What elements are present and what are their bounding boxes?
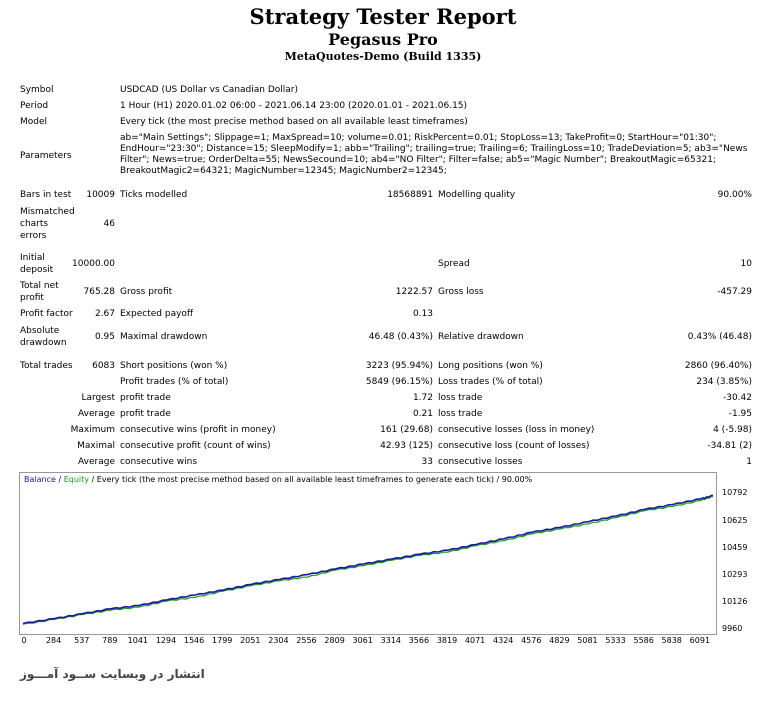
x-tick-label: 2051 [240, 636, 261, 645]
x-tick-label: 5333 [605, 636, 626, 645]
x-tick-label: 1294 [155, 636, 177, 645]
model-value: Every tick (the most precise method based on all available least timeframes) [120, 117, 468, 127]
acl-label: consecutive losses [438, 457, 523, 467]
x-tick-label: 5081 [577, 636, 598, 645]
absdd-value: 0.95 [94, 332, 115, 342]
mismatch-value: 46 [103, 219, 115, 229]
spread-label: Spread [438, 259, 470, 269]
mcll-label: consecutive loss (count of losses) [438, 441, 590, 451]
x-tick-label: 4324 [493, 636, 514, 645]
pt-value: 5849 (96.15%) [365, 377, 433, 387]
payoff-label: Expected payoff [120, 309, 194, 319]
mcll-value: -34.81 (2) [707, 441, 752, 451]
largest-label: Largest [81, 393, 115, 403]
netprofit-label-1: Total net [20, 281, 59, 291]
chart-plot [20, 473, 716, 634]
x-tick-label: 1546 [183, 636, 205, 645]
ticks-value: 18568891 [387, 190, 433, 200]
reldd-value: 0.43% (46.48) [687, 332, 752, 342]
mismatch-label-3: errors [20, 231, 47, 241]
maximum-label: Maximum [70, 425, 115, 435]
acw-label: consecutive wins [120, 457, 198, 467]
x-tick-label: 4829 [549, 636, 570, 645]
report-title: Strategy Tester Report [249, 4, 517, 29]
y-tick-label: 10459 [722, 542, 748, 552]
period-label: Period [20, 101, 49, 111]
short-label: Short positions (won %) [120, 361, 228, 371]
trades-label: Total trades [20, 361, 73, 371]
long-value: 2860 (96.40%) [684, 361, 752, 371]
legend-equity: Equity [63, 475, 89, 484]
grossprofit-value: 1222.57 [395, 287, 433, 297]
x-tick-label: 789 [102, 636, 118, 645]
x-tick-label: 2556 [296, 636, 317, 645]
trades-value: 6083 [92, 361, 115, 371]
maxdd-value: 46.48 (0.43%) [368, 332, 433, 342]
mcp-value: 42.93 (125) [380, 441, 433, 451]
lp-value: 1.72 [412, 393, 433, 403]
mcw-value: 161 (29.68) [380, 425, 433, 435]
grossprofit-label: Gross profit [120, 287, 173, 297]
mcl-value: 4 (-5.98) [713, 425, 752, 435]
lt-value: 234 (3.85%) [696, 377, 752, 387]
x-tick-label: 5586 [633, 636, 654, 645]
watermark-text: انتشار در وبسایت ســود آمـــوز [20, 667, 205, 681]
equity-line [23, 496, 713, 624]
ticks-label: Ticks modelled [120, 190, 188, 200]
y-tick-label: 10126 [722, 596, 748, 606]
x-tick-label: 3566 [408, 636, 430, 645]
maximal-label: Maximal [77, 441, 115, 451]
x-tick-label: 0 [21, 636, 27, 645]
ll-value: -30.42 [722, 393, 752, 403]
acl-value: 1 [746, 457, 752, 467]
x-tick-label: 3061 [352, 636, 373, 645]
x-tick-label: 1041 [127, 636, 149, 645]
parameters-value: ab="Main Settings"; Slippage=1; MaxSpread=10; volume=0.01; RiskPercent=0.01; StopLoss=13; TakeProfit=0; StartHour="01:30"; EndHour="23:30"; Distance=15; SleepModify=1; abb="Trailing"; trailing=true; Trailing=6; TrailingLoss=10; TradeDeviation=5; ab3="News Filter"; News=true; OrderDelta=55; NewsSecound=10; ab4="NO Filter"; Filter=false; ab5="Magic Number"; BreakoutMagic=65321; BreakoutMagic2=64321; MagicNumber=12345; MagicNumber2=12345; [120, 133, 748, 176]
bars-label: Bars in test [20, 190, 72, 200]
deposit-value: 10000.00 [72, 259, 115, 269]
bars-value: 10009 [86, 190, 115, 200]
mcw-label: consecutive wins (profit in money) [120, 425, 276, 435]
mcp-label: consecutive profit (count of wins) [120, 441, 271, 451]
legend-separator: / [55, 475, 64, 484]
netprofit-label-2: profit [20, 293, 44, 303]
balance-line [23, 496, 713, 624]
grossloss-value: -457.29 [717, 287, 752, 297]
period-value: 1 Hour (H1) 2020.01.02 06:00 - 2021.06.14 23:00 (2020.01.01 - 2021.06.15) [120, 101, 468, 111]
short-value: 3223 (95.94%) [365, 361, 433, 371]
pf-value: 2.67 [94, 309, 115, 319]
x-tick-label: 6091 [689, 636, 711, 645]
al-label: loss trade [438, 409, 483, 419]
deposit-label-2: deposit [20, 265, 54, 275]
x-tick-label: 537 [74, 636, 90, 645]
long-label: Long positions (won %) [438, 361, 543, 371]
ea-name: Pegasus Pro [328, 30, 438, 49]
y-tick-label: 10293 [722, 569, 748, 579]
x-tick-label: 2809 [324, 636, 345, 645]
netprofit-value: 765.28 [83, 287, 115, 297]
x-tick-label: 4071 [464, 636, 486, 645]
al-value: -1.95 [728, 409, 752, 419]
ll-label: loss trade [438, 393, 483, 403]
pt-label: Profit trades (% of total) [120, 377, 229, 387]
payoff-value: 0.13 [412, 309, 433, 319]
x-tick-label: 5838 [661, 636, 682, 645]
parameters-label: Parameters [20, 151, 72, 161]
pf-label: Profit factor [20, 309, 73, 319]
acw-value: 33 [421, 457, 433, 467]
balance-chart [19, 472, 717, 635]
x-tick-label: 3314 [380, 636, 401, 645]
mismatch-label-1: Mismatched [20, 207, 75, 217]
spread-value: 10 [740, 259, 752, 269]
deposit-label-1: Initial [20, 253, 45, 263]
y-tick-label: 10625 [722, 515, 748, 525]
absdd-label-1: Absolute [20, 326, 60, 336]
quality-value: 90.00% [717, 190, 752, 200]
legend-balance: Balance [24, 475, 56, 484]
mcl-label: consecutive losses (loss in money) [438, 425, 595, 435]
server-name: MetaQuotes-Demo (Build 1335) [284, 50, 482, 63]
x-tick-label: 1799 [212, 636, 233, 645]
quality-label: Modelling quality [438, 190, 516, 200]
x-tick-label: 2304 [268, 636, 289, 645]
x-tick-label: 284 [45, 636, 62, 645]
lp-label: profit trade [120, 393, 171, 403]
symbol-label: Symbol [20, 85, 54, 95]
ap-label: profit trade [120, 409, 171, 419]
maxdd-label: Maximal drawdown [120, 332, 208, 342]
legend-description: / Every tick (the most precise method based on all available least timeframes to generate each tick) / 90.00% [88, 475, 533, 484]
average2-label: Average [78, 457, 115, 467]
lt-label: Loss trades (% of total) [438, 377, 543, 387]
x-tick-label: 3819 [436, 636, 458, 645]
grossloss-label: Gross loss [438, 287, 484, 297]
y-tick-label: 10792 [722, 488, 748, 498]
absdd-label-2: drawdown [20, 338, 67, 348]
reldd-label: Relative drawdown [438, 332, 524, 342]
ap-value: 0.21 [412, 409, 433, 419]
model-label: Model [20, 117, 48, 127]
symbol-value: USDCAD (US Dollar vs Canadian Dollar) [120, 85, 299, 95]
x-tick-label: 4576 [521, 636, 542, 645]
y-tick-label: 9960 [722, 624, 743, 633]
average-label: Average [78, 409, 115, 419]
mismatch-label-2: charts [20, 219, 49, 229]
